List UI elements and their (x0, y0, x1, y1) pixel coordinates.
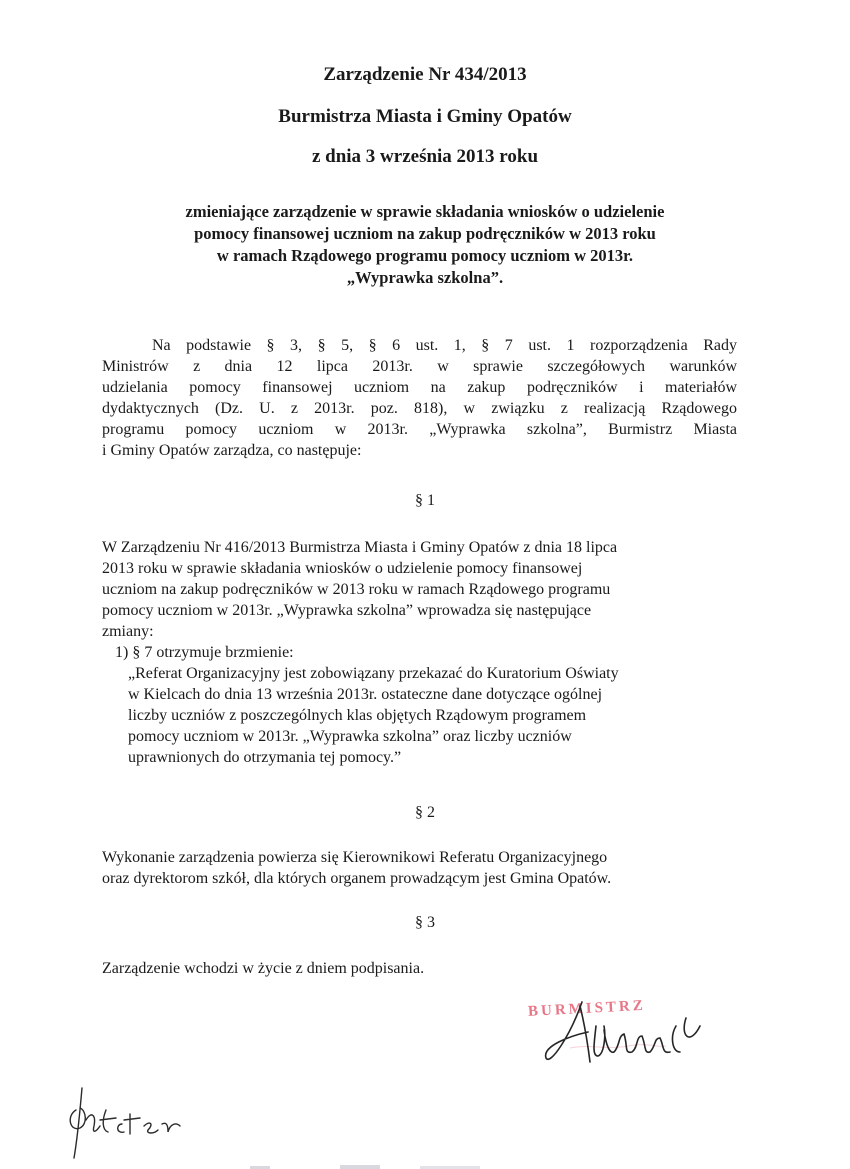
section-1-line: uczniom na zakup podręczników w 2013 roku w ramach Rządowego programu (102, 581, 611, 598)
stamp-text: BURMISTRZ (527, 997, 647, 1020)
preamble-line: i Gminy Opatów zarządza, co następuje: (102, 442, 362, 459)
handwritten-initials (62, 1080, 202, 1160)
subject-line: „Wyprawka szkolna”. (346, 268, 504, 287)
preamble-line: Ministrów z dnia 12 lipca 2013r. w sprawie szczegółowych warunków (102, 358, 737, 375)
section-1-quote (102, 663, 742, 768)
section-1-line: 2013 roku w sprawie składania wniosków o udzielenie pomocy finansowej (102, 560, 583, 577)
section-3-heading: § 3 (415, 914, 435, 931)
section-1-line: pomocy uczniom w 2013r. „Wyprawka szkolna” wprowadza się następujące (102, 602, 592, 619)
preamble-line: Na podstawie § 3, § 5, § 6 ust. 1, § 7 ust. 1 rozporządzenia Rady (152, 337, 737, 354)
scan-edge-marks (250, 1160, 500, 1169)
section-1-line: zmiany: (102, 623, 154, 640)
document-subject (110, 201, 740, 289)
quote-line: pomocy uczniom w 2013r. „Wyprawka szkolna” oraz liczby uczniów (128, 728, 572, 745)
section-3-text: Zarządzenie wchodzi w życie z dniem podpisania. (102, 960, 425, 977)
section-1-item: 1) § 7 otrzymuje brzmienie: (115, 644, 294, 661)
section-2-text (102, 847, 742, 889)
preamble-line: dydaktycznych (Dz. U. z 2013r. poz. 818), w związku z realizacją Rządowego (102, 400, 737, 417)
mayor-signature (540, 996, 710, 1076)
section-2-line: Wykonanie zarządzenia powierza się Kierownikowi Referatu Organizacyjnego (102, 849, 608, 866)
quote-line: w Kielcach do dnia 13 września 2013r. ostateczne dane dotyczące ogólnej (128, 686, 603, 703)
quote-line: uprawnionych do otrzymania tej pomocy.” (128, 749, 402, 766)
document-date: z dnia 3 września 2013 roku (311, 146, 539, 167)
section-2-heading: § 2 (415, 804, 435, 821)
section-1-line: W Zarządzeniu Nr 416/2013 Burmistrza Miasta i Gminy Opatów z dnia 18 lipca (102, 539, 618, 556)
section-1-heading: § 1 (415, 492, 435, 509)
subject-line: w ramach Rządowego programu pomocy uczniom w 2013r. (216, 246, 634, 265)
document-title: Zarządzenie Nr 434/2013 (323, 64, 527, 85)
document-issuer: Burmistrza Miasta i Gminy Opatów (278, 106, 572, 127)
section-1-text (102, 537, 742, 768)
preamble-line: udzielania pomocy finansowej uczniom na zakup podręczników i materiałów (102, 379, 737, 396)
subject-line: pomocy finansowej uczniom na zakup podręczników w 2013 roku (194, 224, 656, 243)
subject-line: zmieniające zarządzenie w sprawie składania wniosków o udzielenie (185, 202, 665, 221)
quote-line: liczby uczniów z poszczególnych klas objętych Rządowym programem (128, 707, 587, 724)
section-2-line: oraz dyrektorom szkół, dla których organem prowadzącym jest Gmina Opatów. (102, 870, 612, 887)
preamble-line: programu pomocy uczniom w 2013r. „Wyprawka szkolna”, Burmistrz Miasta (102, 421, 737, 438)
quote-line: „Referat Organizacyjny jest zobowiązany przekazać do Kuratorium Oświaty (128, 665, 619, 682)
preamble (102, 335, 737, 461)
